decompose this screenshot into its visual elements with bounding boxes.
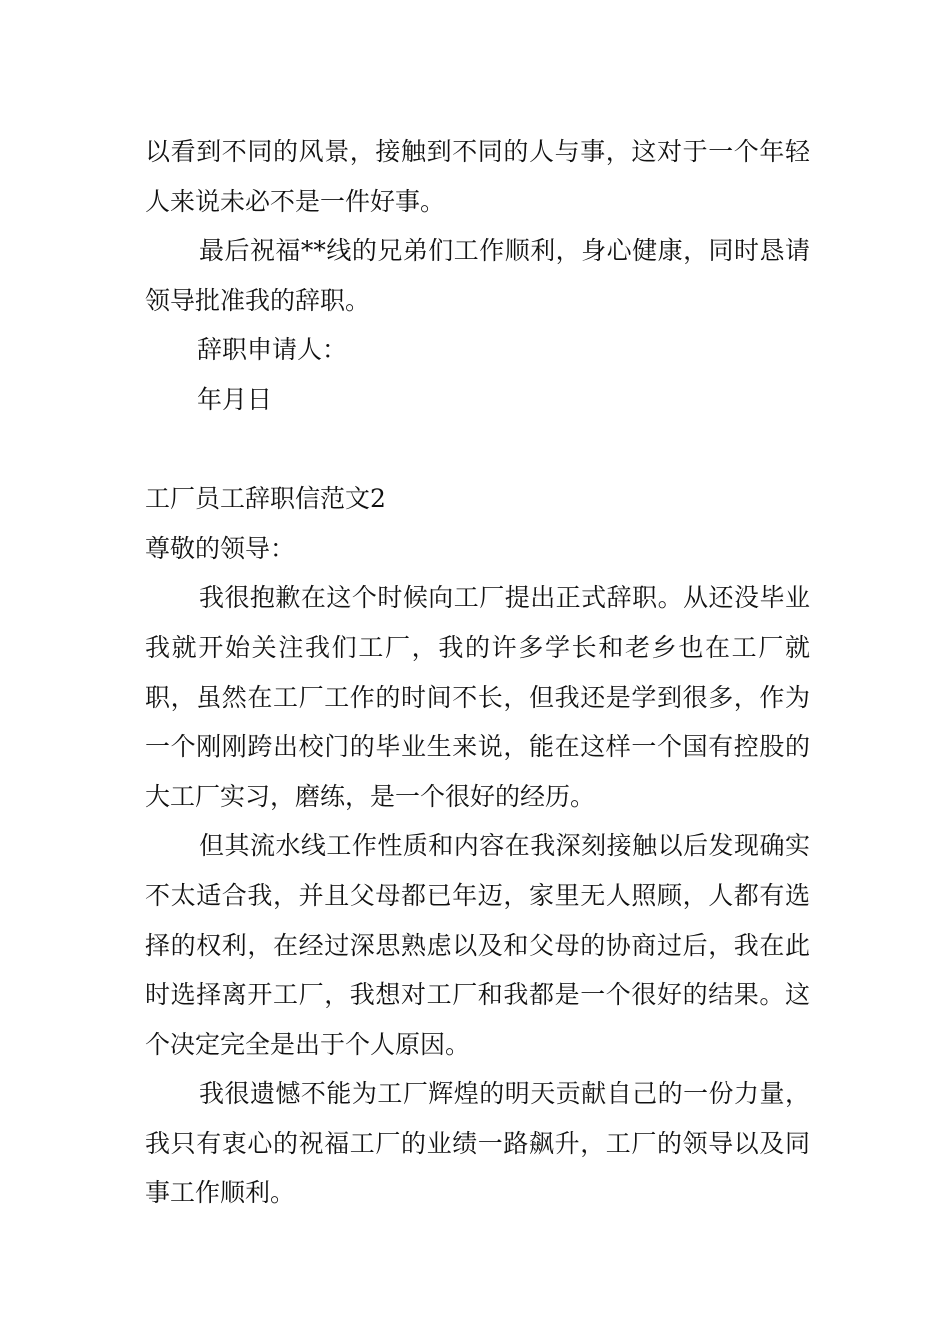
paragraph-continuation: 以看到不同的风景，接触到不同的人与事，这对于一个年轻人来说未必不是一件好事。	[145, 137, 810, 216]
letter-title: 工厂员工辞职信范文2	[145, 484, 386, 514]
paragraph-reasons: 但其流水线工作性质和内容在我深刻接触以后发现确实不太适合我，并且父母都已年迈，家里无人照顾，人都有选择的权利，在经过深思熟虑以及和父母的协商过后，我在此时选择离开工厂，我想对工厂和我都是一个很好的结果。这个决定完全是出于个人原因。	[145, 831, 810, 1059]
date-label: 年月日	[197, 384, 273, 414]
paragraph-wishes: 我很遗憾不能为工厂辉煌的明天贡献自己的一份力量，我只有衷心的祝福工厂的业绩一路飙升，工厂的领导以及同事工作顺利。	[145, 1079, 810, 1208]
section-gap	[145, 425, 810, 475]
document-body	[145, 127, 810, 1218]
paragraph-closing-wishes: 最后祝福**线的兄弟们工作顺利，身心健康，同时恳请领导批准我的辞职。	[145, 236, 810, 315]
salutation: 尊敬的领导：	[145, 533, 296, 563]
paragraph-apology: 我很抱歉在这个时候向工厂提出正式辞职。从还没毕业我就开始关注我们工厂，我的许多学长和老乡也在工厂就职，虽然在工厂工作的时间不长，但我还是学到很多，作为一个刚刚跨出校门的毕业生来说，能在这样一个国有控股的大工厂实习，磨练，是一个很好的经历。	[145, 583, 810, 811]
applicant-label: 辞职申请人：	[197, 335, 348, 365]
